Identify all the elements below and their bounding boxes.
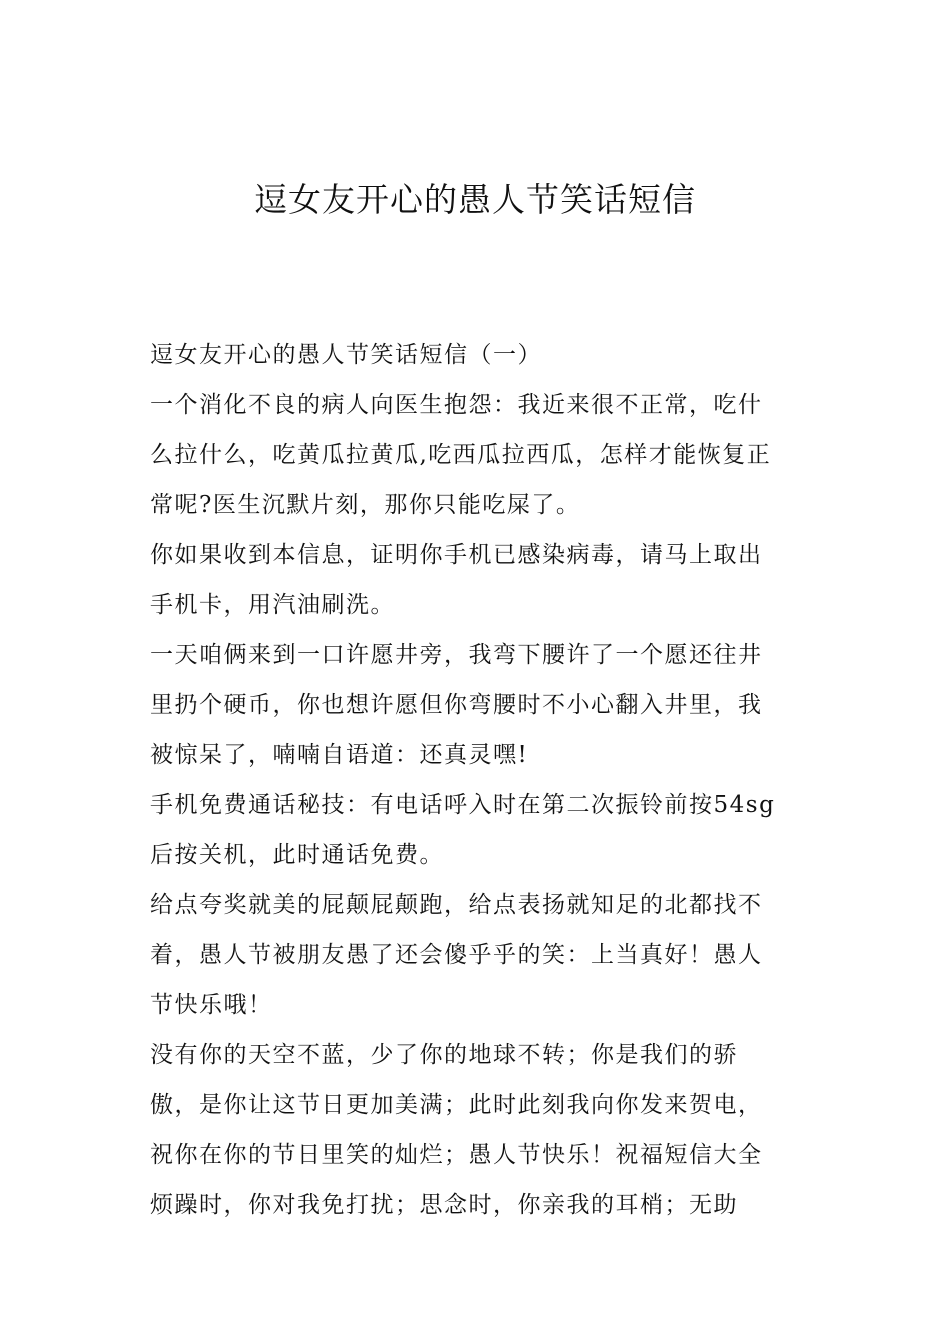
paragraph-line: 被惊呆了，喃喃自语道：还真灵嘿! [150, 742, 529, 768]
paragraph-line: 一个消化不良的病人向医生抱怨：我近来很不正常，吃什 [150, 392, 763, 418]
paragraph-line: 么拉什么，吃黄瓜拉黄瓜,吃西瓜拉西瓜，怎样才能恢复正 [150, 442, 772, 468]
subtitle-line: 逗女友开心的愚人节笑话短信（一） [150, 342, 542, 368]
paragraph-line: 你如果收到本信息，证明你手机已感染病毒，请马上取出 [150, 542, 763, 568]
paragraph-line: 没有你的天空不蓝，少了你的地球不转；你是我们的骄 [150, 1042, 738, 1068]
document-body [150, 330, 800, 1230]
paragraph-line: 给点夸奖就美的屁颠屁颠跑，给点表扬就知足的北都找不 [150, 892, 763, 918]
paragraph-line: 后按关机，此时通话免费。 [150, 842, 444, 868]
paragraph-line: 烦躁时，你对我免打扰；思念时，你亲我的耳梢；无助 [150, 1192, 738, 1218]
paragraph-line: 着，愚人节被朋友愚了还会傻乎乎的笑：上当真好！愚人 [150, 942, 763, 968]
paragraph-line: 节快乐哦！ [150, 992, 273, 1018]
paragraph-line: 手机卡，用汽油刷洗。 [150, 592, 395, 618]
paragraph-line: 一天咱俩来到一口许愿井旁，我弯下腰许了一个愿还往井 [150, 642, 763, 668]
paragraph-line: 手机免费通话秘技：有电话呼入时在第二次振铃前按54sg [150, 792, 776, 818]
document-title: 逗女友开心的愚人节笑话短信 [254, 180, 696, 219]
paragraph-line: 傲，是你让这节日更加美满；此时此刻我向你发来贺电， [150, 1092, 763, 1118]
paragraph-line: 里扔个硬币，你也想许愿但你弯腰时不小心翻入井里，我 [150, 692, 763, 718]
paragraph-line: 祝你在你的节日里笑的灿烂；愚人节快乐！祝福短信大全 [150, 1142, 763, 1168]
paragraph-line: 常呢?医生沉默片刻，那你只能吃屎了。 [150, 492, 581, 518]
